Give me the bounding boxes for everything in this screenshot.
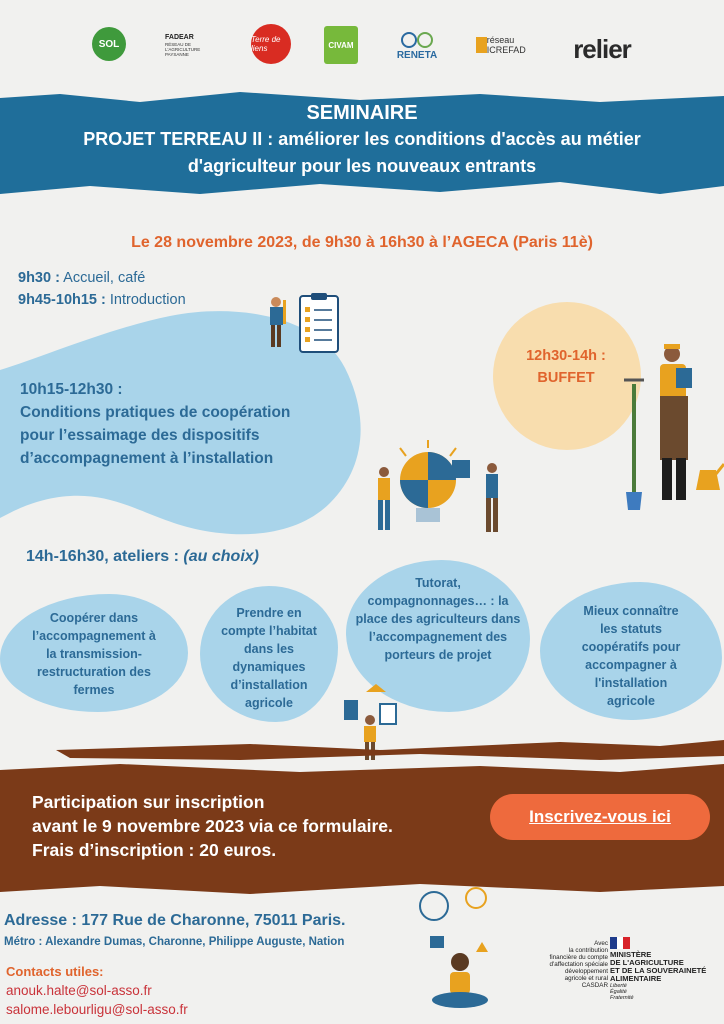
- workshop-4-line-1: Mieux connaître: [583, 604, 679, 618]
- workshop-2-line-1: Prendre en: [236, 606, 302, 620]
- event-date-line: Le 28 novembre 2023, de 9h30 à 16h30 à l’AGECA (Paris 11è): [131, 234, 593, 251]
- program-item-intro: [18, 292, 186, 308]
- ministry-line-3: ET DE LA SOUVERAINETÉ: [610, 966, 707, 975]
- seminar-title-line-1: PROJET TERREAU II : améliorer les conditions d'accès au métier: [83, 129, 641, 149]
- relier-logo: [568, 34, 636, 64]
- workshop-2: [202, 604, 336, 712]
- fadear-logo-subtitle: RÉSEAU DE L'AGRICULTURE PAYSANNE: [165, 41, 201, 57]
- ideas-person-illustration: [412, 884, 508, 1012]
- workshop-1-line-4: restructuration des: [37, 665, 151, 679]
- workshops-heading: [26, 548, 259, 566]
- workshop-4-line-4: accompagner à: [585, 658, 677, 672]
- fadear-logo-title: FADEAR: [165, 33, 194, 41]
- icrefad-figure-icon: [474, 35, 487, 55]
- workshop-2-line-2: compte l’habitat: [221, 624, 317, 638]
- credit-line-1: Avec: [594, 940, 608, 947]
- reneta-logo: [389, 24, 445, 66]
- terre-de-liens-logo: [251, 24, 291, 64]
- header-title-block: [0, 100, 724, 180]
- motto-egalite: Égalité: [610, 989, 627, 995]
- seminar-title-line-2: d'agriculteur pour les nouveaux entrants: [187, 156, 537, 176]
- credit-line-6: agricole et rural: [564, 975, 608, 982]
- workshop-3: [346, 574, 530, 664]
- workshop-1-line-5: fermes: [73, 683, 115, 697]
- credit-line-2: la contribution: [568, 947, 608, 954]
- fadear-logo: [165, 26, 210, 64]
- contacts-label: Contacts utiles:: [6, 964, 104, 979]
- workshop-2-line-5: d’installation: [230, 678, 308, 692]
- sol-logo: [92, 27, 126, 61]
- civam-logo-text: CIVAM: [328, 40, 354, 50]
- program-item-intro-time: 9h45-10h15 :: [18, 292, 106, 308]
- session-morning-time: 10h15-12h30 :: [20, 381, 123, 398]
- program-item-welcome: [18, 270, 145, 286]
- workshop-3-line-4: l’accompagnement des: [368, 630, 508, 644]
- ministry-line-4: ALIMENTAIRE: [610, 974, 662, 983]
- workshop-4-line-3: coopératifs pour: [581, 640, 681, 654]
- registration-line-1: Participation sur inscription: [32, 792, 265, 812]
- sol-logo-text: SOL: [98, 38, 120, 50]
- workshop-3-line-5: porteurs de projet: [384, 648, 492, 662]
- metro-stations: Métro : Alexandre Dumas, Charonne, Philippe Auguste, Nation: [4, 936, 345, 948]
- workshop-4-line-2: les statuts: [600, 622, 662, 636]
- workshop-3-line-2: compagnonnages… : la: [367, 594, 509, 608]
- credit-line-5: développement: [564, 968, 608, 975]
- session-morning-line-1: Conditions pratiques de coopération: [20, 404, 291, 421]
- program-item-welcome-time: 9h30 :: [18, 270, 60, 286]
- checklist-person-illustration: [262, 292, 344, 358]
- workshop-1-line-2: l’accompagnement à: [32, 629, 156, 643]
- french-flag-icon: [610, 937, 630, 949]
- icrefad-logo: [474, 33, 542, 57]
- motto-fraternite: Fraternité: [610, 995, 634, 1001]
- workshop-1-line-3: la transmission-: [46, 647, 142, 661]
- terre-de-liens-logo-text: Terre de liens: [251, 35, 281, 53]
- workshop-3-line-3: place des agriculteurs dans: [355, 612, 521, 626]
- program-item-intro-text: Introduction: [105, 292, 186, 308]
- workshop-2-line-6: agricole: [245, 696, 293, 710]
- ministry-logo: [610, 937, 720, 1001]
- address: Adresse : 177 Rue de Charonne, 75011 Paris.: [4, 912, 346, 929]
- session-morning-line-3: d’accompagnement à l’installation: [20, 450, 274, 467]
- workshop-4-line-6: agricole: [607, 694, 655, 708]
- credit-line-4: d'affectation spéciale: [549, 961, 608, 968]
- buffet-time: 12h30-14h :: [526, 348, 606, 364]
- ministry-line-1: MINISTÈRE: [610, 950, 652, 959]
- lightbulb-puzzle-illustration: [370, 440, 520, 540]
- registration-line-2: avant le 9 novembre 2023 via ce formulaire.: [32, 816, 393, 836]
- registration-line-3: Frais d’inscription : 20 euros.: [32, 840, 277, 860]
- seminar-kicker: SEMINAIRE: [306, 102, 418, 124]
- buffet-block: [500, 345, 632, 389]
- workshops-heading-choice: (au choix): [183, 548, 259, 565]
- workshops-heading-label: 14h-16h30, ateliers :: [26, 548, 184, 565]
- session-morning-line-2: pour l’essaimage des dispositifs: [20, 427, 260, 444]
- contact-email-2[interactable]: salome.lebourligu@sol-asso.fr: [6, 1002, 188, 1017]
- credit-line-7: CASDAR: [581, 982, 608, 989]
- workshop-3-line-1: Tutorat,: [415, 576, 461, 590]
- relier-logo-text: relier: [573, 33, 631, 64]
- icrefad-logo-text: réseau ICREFAD: [486, 35, 526, 55]
- register-button[interactable]: Inscrivez-vous ici: [490, 794, 710, 840]
- reneta-leaf-icon: [399, 30, 435, 50]
- farmer-illustration: [620, 340, 724, 512]
- casdar-credit: [548, 940, 608, 989]
- workshop-4-line-5: l'installation: [594, 676, 668, 690]
- buffet-label: BUFFET: [537, 370, 595, 386]
- ministry-line-2: DE L'AGRICULTURE: [610, 958, 684, 967]
- credit-line-3: financière du compte: [549, 954, 608, 961]
- motto-liberte: Liberté: [610, 983, 627, 989]
- civam-logo: [324, 26, 358, 64]
- reneta-logo-text: RENETA: [396, 49, 438, 61]
- program-item-welcome-text: Accueil, café: [59, 270, 146, 286]
- workshop-1-line-1: Coopérer dans: [49, 611, 139, 625]
- session-morning: [20, 378, 340, 470]
- workshop-2-line-3: dans les: [243, 642, 295, 656]
- workshop-1: [6, 609, 182, 699]
- contact-email-1[interactable]: anouk.halte@sol-asso.fr: [6, 983, 152, 998]
- workshop-2-line-4: dynamiques: [232, 660, 306, 674]
- workshop-4: [546, 602, 716, 710]
- registration-block: [32, 790, 393, 862]
